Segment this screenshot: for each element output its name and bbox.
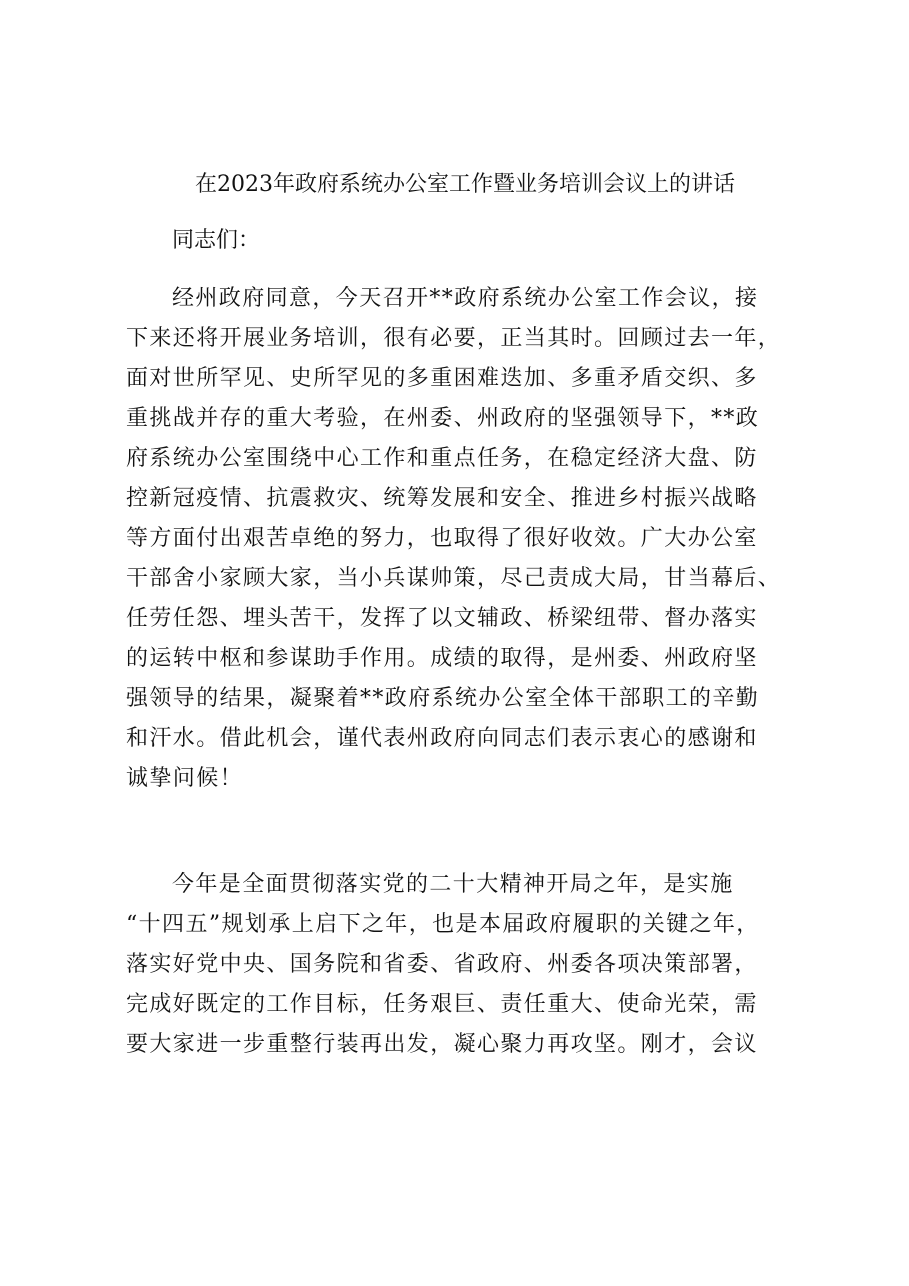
paragraph-line: 完成好既定的工作目标，任务艰巨、责任重大、使命光荣，需 [126,992,758,1017]
document-title: 在2023年政府系统办公室工作暨业务培训会议上的讲话 [195,172,735,197]
paragraph-line: 控新冠疫情、抗震救灾、统筹发展和安全、推进乡村振兴战略 [126,486,758,511]
paragraph-line: 任劳任怨、埋头苦干，发挥了以文辅政、桥梁纽带、督办落实 [126,606,758,631]
paragraph-line: 经州政府同意，今天召开**政府系统办公室工作会议，接 [172,286,759,311]
salutation: 同志们： [172,228,261,253]
paragraph-line: 的运转中枢和参谋助手作用。成绩的取得，是州委、州政府坚 [126,646,758,671]
paragraph-line: 面对世所罕见、史所罕见的多重困难迭加、多重矛盾交织、多 [126,366,758,391]
paragraph-line: 干部舍小家顾大家，当小兵谋帅策，尽己责成大局，甘当幕后、 [126,566,782,591]
paragraph-line: 府系统办公室围绕中心工作和重点任务，在稳定经济大盘、防 [126,446,758,471]
paragraph-line: 要大家进一步重整行装再出发，凝心聚力再攻坚。刚才，会议 [126,1032,758,1057]
paragraph-line: 重挑战并存的重大考验，在州委、州政府的坚强领导下，**政 [126,406,760,431]
paragraph-line: 落实好党中央、国务院和省委、省政府、州委各项决策部署， [126,952,758,977]
paragraph-line: “十四五”规划承上启下之年，也是本届政府履职的关键之年， [126,912,760,937]
paragraph-line: 等方面付出艰苦卓绝的努力，也取得了很好收效。广大办公室 [126,526,758,551]
paragraph-line: 今年是全面贯彻落实党的二十大精神开局之年，是实施 [172,872,734,897]
paragraph-line: 和汗水。借此机会，谨代表州政府向同志们表示衷心的感谢和 [126,726,758,751]
paragraph-line: 诚挚问候！ [126,766,244,791]
paragraph-line: 下来还将开展业务培训，很有必要，正当其时。回顾过去一年， [126,326,782,351]
paragraph-line: 强领导的结果，凝聚着**政府系统办公室全体干部职工的辛勤 [126,686,760,711]
